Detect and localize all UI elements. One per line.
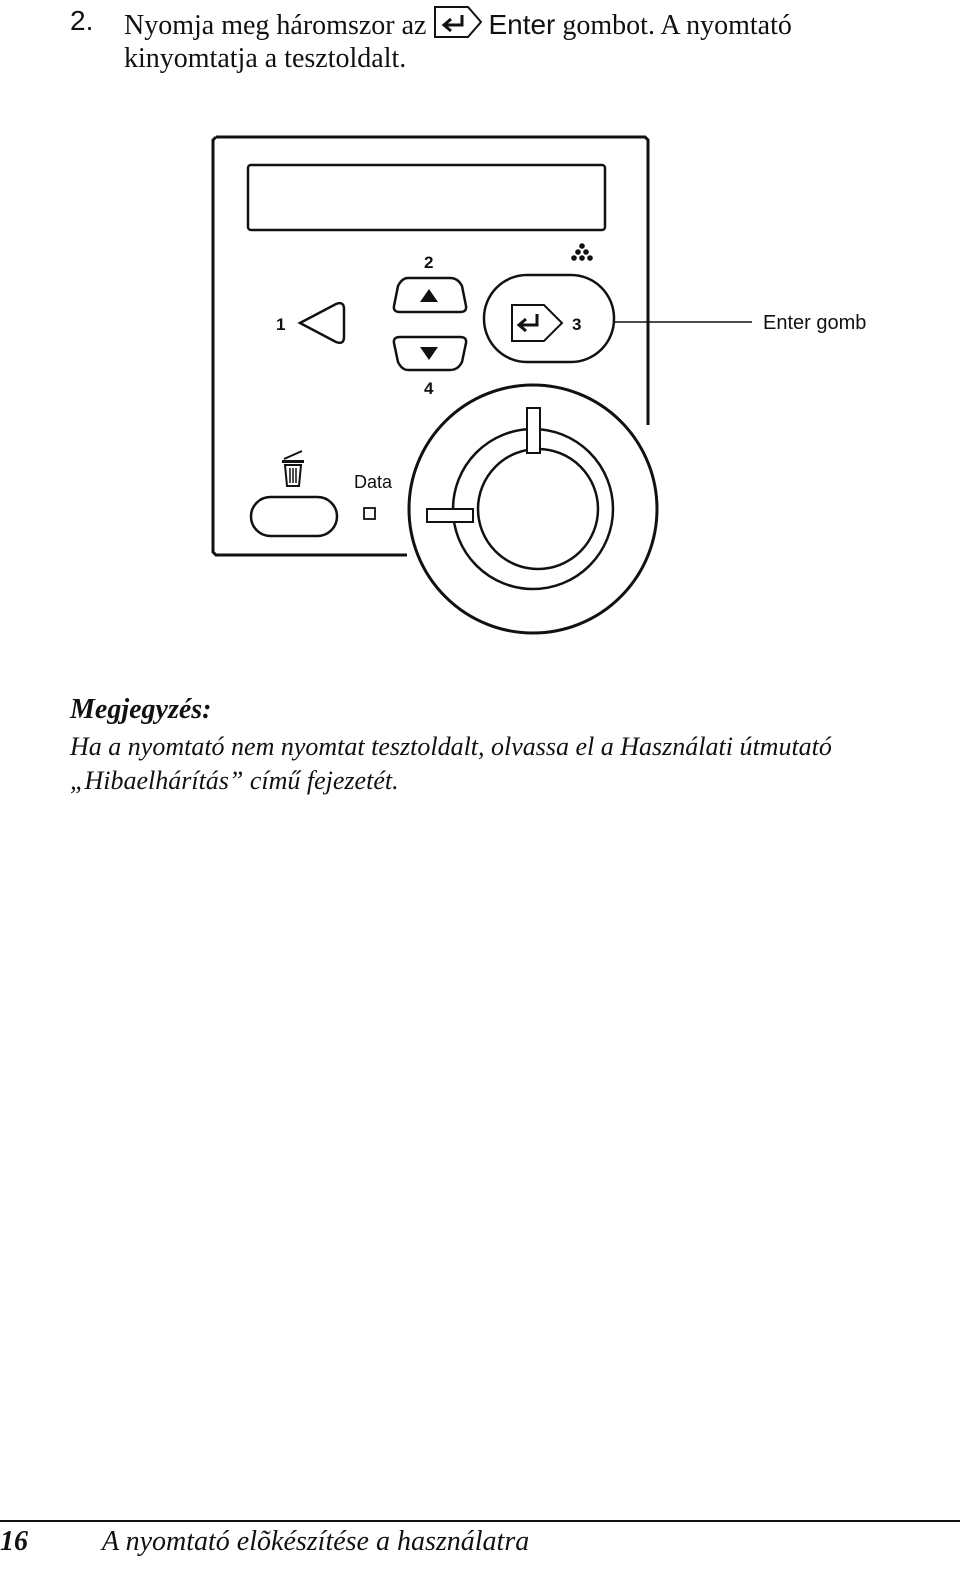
page-number: 16 bbox=[0, 1526, 28, 1557]
data-light-label: Data bbox=[354, 472, 393, 492]
button-1-label: 1 bbox=[276, 315, 286, 334]
control-panel-diagram bbox=[0, 0, 960, 660]
button-4-label: 4 bbox=[424, 379, 434, 398]
step-text-line2: kinyomtatja a tesztoldalt. bbox=[124, 43, 407, 74]
note-body: Ha a nyomtató nem nyomtat tesztoldalt, olvassa el a Használati útmutató „Hibaelhárítás” című fejezetét. bbox=[70, 732, 832, 795]
up-triangle-icon bbox=[420, 289, 438, 302]
lcd-display bbox=[248, 165, 605, 230]
enter-key-label: Enter bbox=[488, 9, 556, 40]
panel-outline-left bbox=[213, 137, 407, 555]
note-block bbox=[70, 692, 955, 798]
footer-divider bbox=[0, 1520, 960, 1522]
button-3-label: 3 bbox=[572, 315, 582, 334]
step-text-before: Nyomja meg háromszor az bbox=[124, 10, 427, 41]
dial-left-marker bbox=[427, 509, 473, 522]
down-triangle-icon bbox=[420, 347, 438, 360]
footer-section-title: A nyomtató elõkészítése a használatra bbox=[102, 1526, 530, 1557]
data-indicator-light bbox=[364, 508, 375, 519]
cancel-button bbox=[251, 497, 337, 536]
enter-button bbox=[484, 275, 614, 362]
step-number: 2. bbox=[70, 5, 94, 36]
toner-dots-icon bbox=[571, 243, 593, 261]
enter-button-callout: Enter gomb bbox=[763, 312, 867, 334]
left-arrow-button bbox=[300, 303, 344, 343]
page-footer bbox=[0, 1524, 960, 1568]
enter-arrow-icon bbox=[512, 305, 562, 341]
note-title: Megjegyzés: bbox=[70, 694, 212, 725]
trash-icon bbox=[282, 451, 304, 486]
dial-top-marker bbox=[527, 408, 540, 453]
button-2-label: 2 bbox=[424, 253, 434, 272]
step-text-after: gombot. A nyomtató bbox=[562, 10, 792, 41]
